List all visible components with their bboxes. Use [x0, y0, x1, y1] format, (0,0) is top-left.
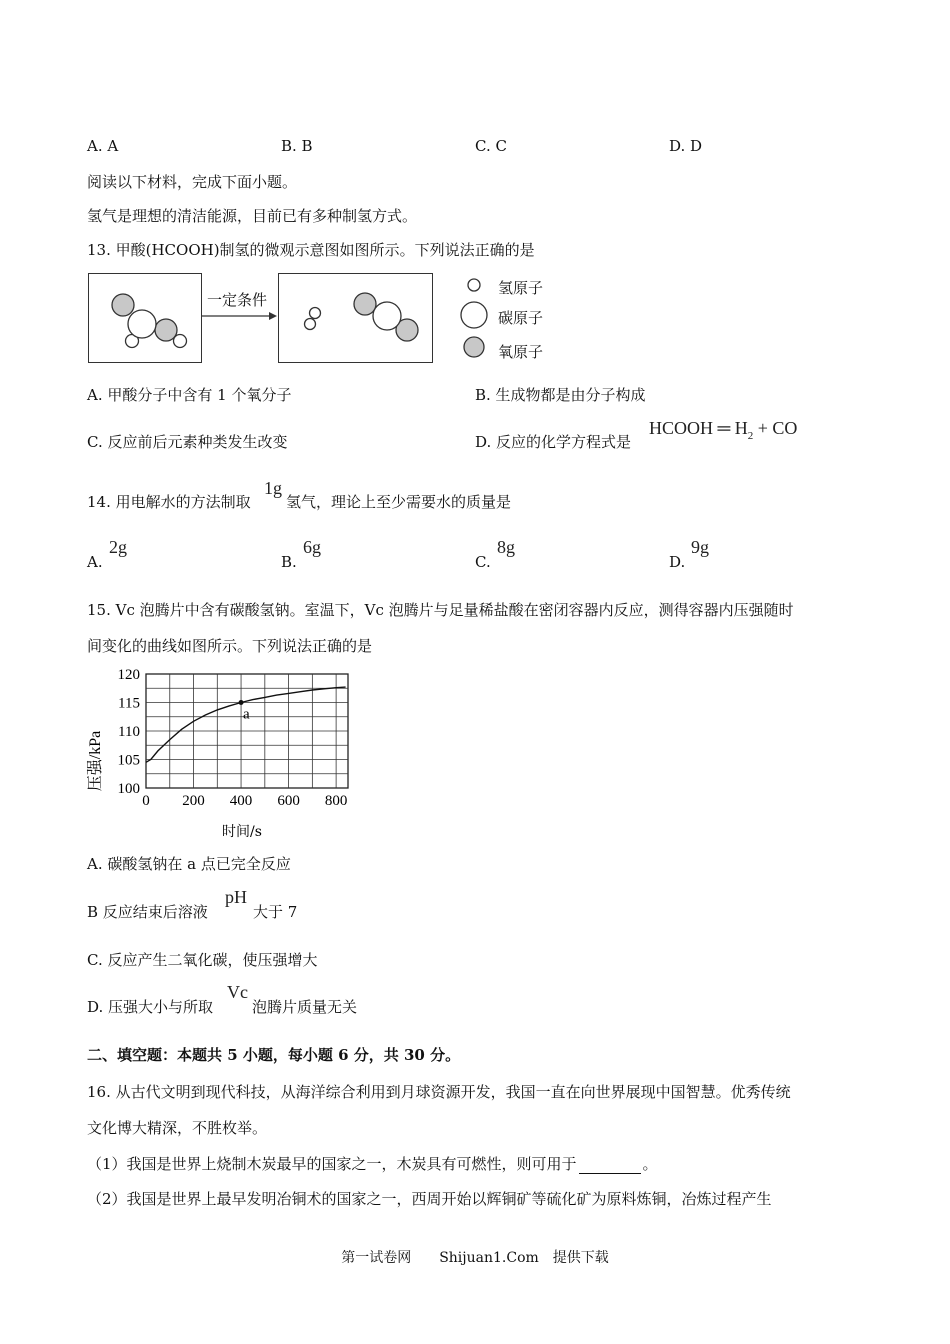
q15-option-b-ph: pH	[225, 887, 247, 907]
x-tick-label: 600	[277, 793, 300, 809]
q13-option-c: C. 反应前后元素种类发生改变	[87, 433, 288, 451]
section-heading: 二、填空题：本题共 5 小题，每小题 6 分，共 30 分。	[87, 1046, 461, 1064]
q14-option-c-letter: C.	[475, 553, 491, 571]
q12-option-b: B. B	[281, 137, 313, 155]
x-tick-label: 0	[142, 793, 150, 809]
q14-option-d-letter: D.	[669, 553, 686, 571]
q14-stem-pre: 14. 用电解水的方法制取	[87, 493, 251, 511]
formic-acid-molecule	[89, 274, 201, 362]
q12-option-d: D. D	[669, 137, 703, 155]
q14-option-a-value: 2g	[109, 537, 127, 557]
legend-oxygen: 氧原子	[498, 343, 544, 361]
point-a-marker	[239, 700, 244, 705]
y-tick-label: 120	[117, 667, 140, 683]
q16-sub1: （1）我国是世界上烧制木炭最早的国家之一，木炭具有可燃性，则可用于 。	[87, 1155, 658, 1173]
hydrogen-intro: 氢气是理想的清洁能源，目前已有多种制氢方式。	[87, 207, 418, 225]
q15-stem-line1: 15. Vc 泡腾片中含有碳酸氢钠。室温下，Vc 泡腾片与足量稀盐酸在密闭容器内反应，测得容器内压强随时	[87, 601, 794, 619]
arrow-icon	[201, 310, 279, 322]
q15-stem-line2: 间变化的曲线如图所示。下列说法正确的是	[87, 637, 373, 655]
x-tick-label: 400	[229, 793, 253, 809]
y-tick-label: 105	[117, 752, 140, 769]
x-tick-label: 200	[182, 793, 205, 809]
q15-option-b-pre: B 反应结束后溶液	[87, 903, 208, 921]
legend-carbon: 碳原子	[498, 309, 544, 327]
y-tick-label: 115	[118, 695, 140, 712]
atom-legend-icons	[458, 275, 490, 365]
q16-line1: 16. 从古代文明到现代科技，从海洋综合利用到月球资源开发，我国一直在向世界展现中国智慧。优秀传统	[87, 1083, 791, 1101]
x-axis-label: 时间/s	[222, 824, 262, 840]
page-footer: 第一试卷网 Shijuan1.Com 提供下载	[341, 1250, 609, 1266]
arrow-label: 一定条件	[207, 291, 268, 309]
answer-blank[interactable]	[579, 1159, 641, 1174]
x-tick-label: 800	[324, 793, 348, 809]
y-tick-label: 100	[117, 781, 140, 797]
q14-option-d-value: 9g	[691, 537, 709, 557]
q15-option-d-post: 泡腾片质量无关	[252, 998, 358, 1016]
q16-line2: 文化博大精深，不胜枚举。	[87, 1119, 268, 1137]
q13-option-b: B. 生成物都是由分子构成	[475, 386, 646, 404]
q15-option-c: C. 反应产生二氧化碳，使压强增大	[87, 951, 318, 969]
q15-option-d-vc: Vc	[227, 982, 248, 1002]
q14-option-a-letter: A.	[87, 553, 103, 571]
q14-stem-post: 氢气，理论上至少需要水的质量是	[286, 493, 512, 511]
q12-option-c: C. C	[475, 137, 507, 155]
y-axis-label: 压强/kPa	[87, 730, 104, 792]
reading-intro: 阅读以下材料，完成下面小题。	[87, 173, 298, 191]
q14-option-b-letter: B.	[281, 553, 297, 571]
q14-option-c-value: 8g	[497, 537, 515, 557]
point-a-label: a	[243, 706, 250, 723]
q12-option-a: A. A	[87, 137, 119, 155]
pressure-time-chart	[80, 660, 370, 845]
q14-option-b-value: 6g	[303, 537, 321, 557]
q15-option-d-pre: D. 压强大小与所取	[87, 998, 214, 1016]
q13-option-a: A. 甲酸分子中含有 1 个氧分子	[87, 386, 292, 404]
legend-hydrogen: 氢原子	[498, 279, 544, 297]
reaction-equation: HCOOH ═ $H_2$ + CO	[649, 418, 798, 442]
q15-option-b-post: 大于 7	[253, 903, 298, 921]
q13-stem: 13. 甲酸(HCOOH)制氢的微观示意图如图所示。下列说法正确的是	[87, 241, 535, 259]
y-tick-label: 110	[118, 724, 140, 740]
q15-option-a: A. 碳酸氢钠在 a 点已完全反应	[87, 855, 291, 873]
products-molecules	[279, 274, 432, 362]
q16-sub2: （2）我国是世界上最早发明冶铜术的国家之一，西周开始以辉铜矿等硫化矿为原料炼铜，冶炼过程产生	[87, 1190, 772, 1208]
pressure-curve	[146, 687, 346, 762]
reactant-box	[88, 273, 202, 363]
product-box	[278, 273, 433, 363]
q14-mass: 1g	[264, 478, 282, 498]
q13-option-d: D. 反应的化学方程式是	[475, 433, 632, 451]
